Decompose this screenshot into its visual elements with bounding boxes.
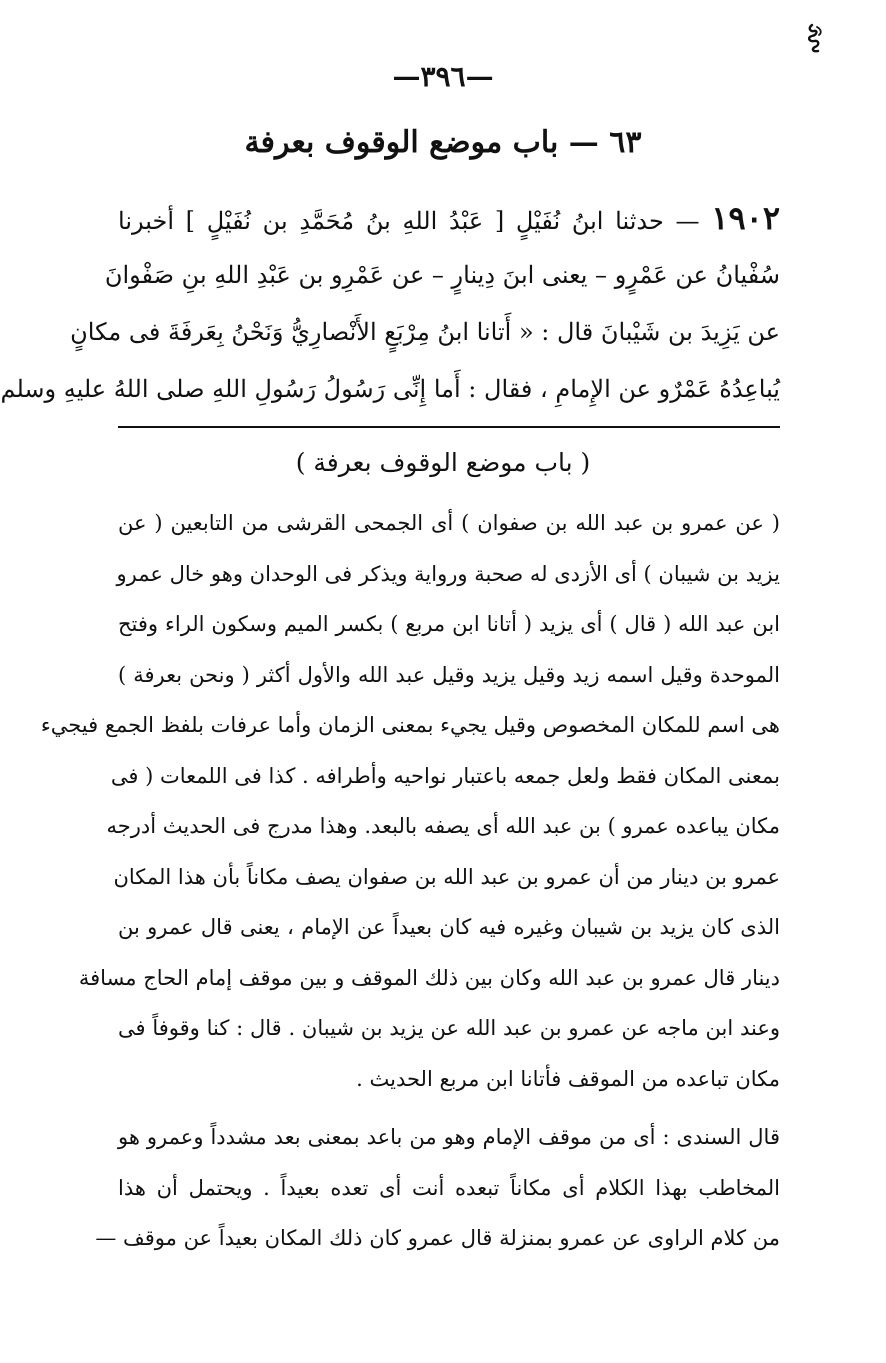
hadith-line	[118, 190, 780, 247]
commentary-line: ( عن عمرو بن عبد الله بن صفوان ) أى الجمحى القرشى من التابعين ( عن	[118, 511, 780, 535]
commentary-line: ابن عبد الله ( قال ) أى يزيد ( أتانا ابن مربع ) بكسر الميم وسكون الراء وفتح	[118, 612, 780, 636]
commentary-title: ( باب موضع الوقوف بعرفة )	[295, 448, 591, 477]
hadith-number: ١٩٠٢	[711, 199, 780, 237]
commentary-line: يزيد بن شيبان ) أى الأزدى له صحبة ورواية ويذكر فى الوحدان وهو خال عمرو	[116, 561, 780, 586]
chapter-title: ٦٣ — باب موضع الوقوف بعرفة	[244, 125, 642, 160]
commentary-line: الموحدة وقيل اسمه زيد وقيل يزيد وقيل عبد الله والأول أكثر ( ونحن بعرفة )	[118, 662, 780, 687]
page-number: —٣٩٦—	[392, 60, 494, 93]
commentary-line: مكان يباعده عمرو ) بن عبد الله أى يصفه بالبعد. وهذا مدرج فى الحديث أدرجه	[106, 814, 780, 838]
commentary-line: من كلام الراوى عن عمرو بمنزلة قال عمرو كان ذلك المكان بعيداً عن موقف —	[95, 1226, 780, 1250]
commentary-line: هى اسم للمكان المخصوص وقيل يجيء بمعنى الزمان وأما عرفات بلفظ الجمع فيجيء	[40, 713, 780, 737]
commentary-line: وعند ابن ماجه عن عمرو بن عبد الله عن يزيد بن شيبان . قال : كنا وقوفاً فى	[118, 1016, 780, 1040]
hadith-line: سُفْيانُ عن عَمْرٍو – يعنى ابنَ دِينارٍ – عن عَمْرِو بن عَبْدِ اللهِ بنِ صَفْوانَ	[104, 261, 780, 289]
commentary-line: الذى كان يزيد بن شيبان وغيره فيه كان بعيداً عن الإمام ، يعنى قال عمرو بن	[118, 915, 780, 939]
commentary-line: المخاطب بهذا الكلام أى مكاناً تبعده أنت أى تعده بعيداً . ويحتمل أن هذا	[118, 1175, 780, 1200]
commentary-line: بمعنى المكان فقط ولعل جمعه باعتبار نواحيه وأطرافه . كذا فى اللمعات ( فى	[110, 763, 780, 788]
commentary-line: عمرو بن دينار من أن عمرو بن عبد الله بن صفوان يصف مكاناً بأن هذا المكان	[113, 864, 780, 889]
hadith-line: يُباعِدُهُ عَمْرٌو عن الإِمامِ ، فقال : أَما إِنِّى رَسُولُ رَسُولِ اللهِ صلى اللهُ عليهِ وسلم	[0, 375, 780, 403]
commentary-line: دينار قال عمرو بن عبد الله وكان بين ذلك الموقف و بين موقف إمام الحاج مسافة	[78, 965, 780, 990]
commentary-text	[40, 498, 780, 1264]
hadith-line: عن يَزِيدَ بن شَيْبانَ قال : « أَتانا ابنُ مِرْبَعٍ الأَنْصارِيُّ وَنَحْنُ بِعَرفَةَ فى مكانٍ	[70, 318, 780, 346]
hadith-text	[0, 190, 780, 418]
hadith-line-text: — حدثنا ابنُ نُفَيْلٍ [ عَبْدُ اللهِ بنُ مُحَمَّدِ بن نُفَيْلٍ ] أخبرنا	[118, 207, 700, 235]
ink-stamp-mark	[800, 22, 830, 54]
commentary-line: قال السندى : أى من موقف الإمام وهو من باعد بمعنى بعد مشدداً وعمرو هو	[118, 1125, 780, 1149]
commentary-line: مكان تباعده من الموقف فأتانا ابن مربع الحديث .	[356, 1066, 780, 1091]
section-divider	[118, 426, 780, 428]
